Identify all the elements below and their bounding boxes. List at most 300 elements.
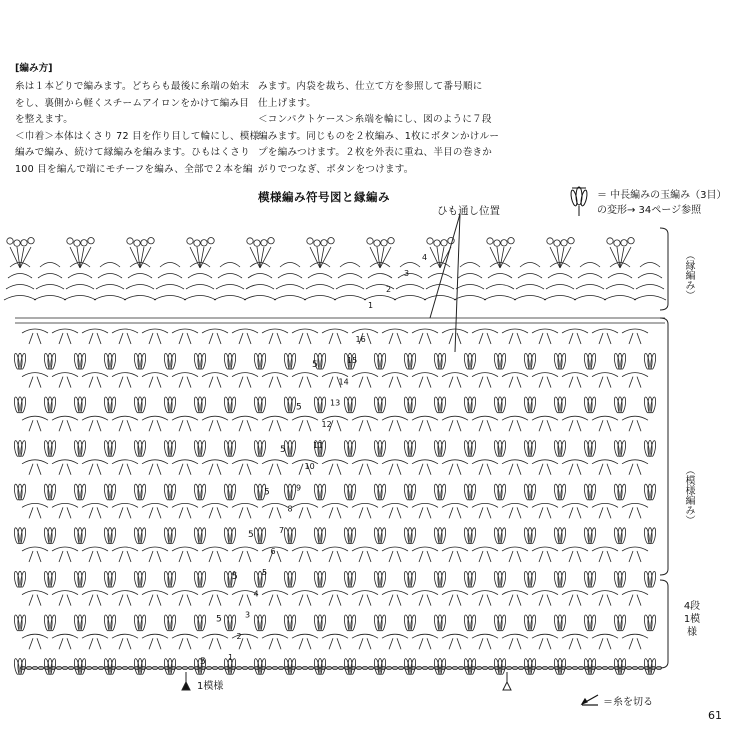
puff-stitch [403, 353, 416, 369]
stitch-post [337, 420, 341, 431]
puff-petal [133, 527, 140, 543]
chain-arc [158, 274, 182, 279]
chain-arc [112, 329, 138, 333]
repeat-rows-label: 4段1模様 [683, 601, 701, 638]
chain-arc [82, 416, 108, 420]
puff-petal [560, 571, 567, 587]
puff-stitch [223, 397, 236, 413]
row-number: 16 [355, 335, 366, 344]
puff-stitch [583, 397, 596, 413]
puff-stitch [73, 571, 86, 587]
chain-arc [82, 634, 108, 638]
chain-arc [638, 274, 662, 279]
puff-stitch [343, 571, 356, 587]
stitch-post [449, 638, 453, 649]
chain-arc [202, 416, 228, 420]
stitch-post [569, 507, 573, 518]
puff-stitch [73, 353, 86, 369]
chain-arc [112, 591, 138, 595]
chain-arc [454, 296, 486, 301]
chain-arc [82, 373, 108, 377]
one-repeat-label: 1模様 [197, 681, 224, 692]
puff-stitch [433, 397, 446, 413]
puff-stitch [163, 527, 176, 543]
puff-petal [103, 484, 110, 500]
picot [501, 240, 507, 246]
chain-arc [8, 274, 32, 279]
stitch-post [307, 377, 311, 388]
stitch-post [239, 420, 243, 431]
puff-petal [193, 571, 200, 587]
puff-petal [553, 484, 560, 500]
stitch-post [547, 507, 551, 518]
stitch-post [299, 420, 303, 431]
puff-petal [290, 353, 297, 369]
puff-stitch [103, 353, 116, 369]
chain-arc [64, 296, 96, 301]
picot [614, 240, 620, 246]
stitch-post [179, 507, 183, 518]
stitch-post [479, 638, 483, 649]
stitch-post [179, 333, 183, 344]
stitch-post [149, 464, 153, 475]
row-number: 2 [236, 631, 242, 641]
puff-petal [500, 527, 507, 543]
puff-petal [613, 397, 620, 413]
puff-petal [140, 484, 147, 500]
stitch-post [367, 420, 371, 431]
puff-stitch [643, 527, 656, 543]
puff-stitch [553, 527, 566, 543]
chain-arc [292, 416, 318, 420]
puff-petal [320, 615, 327, 631]
stitch-post [209, 595, 213, 606]
chain-arc [142, 634, 168, 638]
puff-petal [253, 615, 260, 631]
puff-stitch [523, 484, 536, 500]
puff-stitch [43, 397, 56, 413]
puff-petal [440, 397, 447, 413]
chain-count-label: 5 [200, 657, 206, 667]
stitch-post [149, 595, 153, 606]
stitch-post [427, 333, 431, 344]
cord-position-label: ひも通し位置 [437, 205, 500, 217]
picot [187, 238, 193, 244]
stitch-post [487, 333, 491, 344]
puff-petal [223, 571, 230, 587]
stitch-post [509, 507, 513, 518]
section-bracket [660, 580, 668, 668]
puff-stitch [493, 615, 506, 631]
puff-petal [403, 615, 410, 631]
puff-petal [253, 353, 260, 369]
stitch-post [209, 638, 213, 649]
puff-stitch [493, 440, 506, 456]
puff-stitch [223, 615, 236, 631]
puff-petal [410, 440, 417, 456]
stitch-post [599, 638, 603, 649]
stitch-post [599, 420, 603, 431]
stitch-post [187, 464, 191, 475]
stitch-post [127, 420, 131, 431]
puff-petal [463, 484, 470, 500]
instruction-line: みます。内袋を裁ち、仕立て方を参照して番号順に [258, 81, 483, 92]
chain-arc [38, 274, 62, 279]
stitch-post [127, 551, 131, 562]
chart-title: 模様編み符号図と縁編み [258, 190, 390, 204]
stitch-post [149, 638, 153, 649]
chain-arc [580, 263, 600, 268]
puff-stitch [583, 527, 596, 543]
puff-petal [403, 440, 410, 456]
puff-petal [20, 527, 27, 543]
puff-petal [200, 571, 207, 587]
puff-stitch [523, 440, 536, 456]
stitch-post [307, 551, 311, 562]
puff-stitch [553, 397, 566, 413]
puff-petal [403, 527, 410, 543]
instruction-line: をし、裏側から軽くスチームアイロンをかけて編み目 [15, 97, 249, 109]
puff-petal [103, 397, 110, 413]
stitch-post [517, 638, 521, 649]
puff-stitch [283, 615, 296, 631]
chain-arc [262, 416, 288, 420]
stitch-post [509, 377, 513, 388]
chain-arc [22, 416, 48, 420]
puff-petal [320, 527, 327, 543]
puff-petal [560, 353, 567, 369]
puff-stitch [253, 397, 266, 413]
chain-arc [364, 296, 396, 301]
stitch-post [397, 638, 401, 649]
stitch-post [517, 464, 521, 475]
puff-petal [373, 397, 380, 413]
puff-stitch [133, 571, 146, 587]
cord-pointer-line [455, 214, 460, 352]
puff-petal [133, 615, 140, 631]
puff-petal [470, 353, 477, 369]
stitch-post [89, 420, 93, 431]
stitch-post [119, 507, 123, 518]
puff-petal [500, 353, 507, 369]
puff-petal [350, 571, 357, 587]
puff-petal [590, 484, 597, 500]
chain-arc [232, 329, 258, 333]
stitch-post [397, 333, 401, 344]
puff-petal [260, 615, 267, 631]
stitch-post [89, 595, 93, 606]
chain-arc [352, 460, 378, 464]
picot [328, 238, 334, 244]
stitch-post [629, 507, 633, 518]
puff-stitch [73, 615, 86, 631]
chain-arc [172, 416, 198, 420]
chain-arc [636, 285, 664, 290]
chain-arc [94, 296, 126, 301]
stitch-post [389, 638, 393, 649]
puff-petal [643, 527, 650, 543]
puff-petal [230, 353, 237, 369]
puff-stitch [463, 615, 476, 631]
stitch-post [209, 551, 213, 562]
puff-petal [283, 484, 290, 500]
picot [194, 240, 200, 246]
puff-petal [13, 353, 20, 369]
instruction-line: ＜巾着＞本体はくさり 72 目を作り目して輪にし、模様 [15, 130, 260, 142]
stitch-post [217, 377, 221, 388]
puff-petal [643, 571, 650, 587]
puff-petal [43, 571, 50, 587]
chain-arc [218, 274, 242, 279]
puff-petal [463, 571, 470, 587]
chain-arc [82, 591, 108, 595]
chain-arc [412, 329, 438, 333]
puff-petal [200, 397, 207, 413]
stitch-post [217, 551, 221, 562]
chain-arc [202, 634, 228, 638]
chain-arc [472, 329, 498, 333]
puff-stitch [553, 440, 566, 456]
puff-stitch [283, 397, 296, 413]
puff-petal [193, 440, 200, 456]
legend-puff-stitch-text: ＝ 中長編みの玉編み（3目） [597, 190, 727, 201]
puff-petal [583, 353, 590, 369]
chain-arc [412, 547, 438, 551]
chain-count-label: 5 [296, 402, 302, 413]
chain-arc [562, 503, 588, 507]
puff-petal [253, 484, 260, 500]
chain-arc [274, 296, 306, 301]
chain-arc [520, 263, 540, 268]
stitch-post [59, 551, 63, 562]
puff-stitch [313, 571, 326, 587]
chain-arc [592, 547, 618, 551]
puff-stitch [43, 484, 56, 500]
stitch-post [37, 333, 41, 344]
chain-arc [352, 329, 378, 333]
stitch-post [97, 551, 101, 562]
puff-petal [380, 397, 387, 413]
chain-arc [400, 263, 420, 268]
chain-arc [412, 503, 438, 507]
chain-arc [22, 547, 48, 551]
puff-stitch [43, 615, 56, 631]
puff-petal [13, 658, 20, 674]
puff-petal [320, 484, 327, 500]
chain-count-label: 5 [312, 360, 318, 371]
chain-arc [322, 460, 348, 464]
stitch-post [547, 420, 551, 431]
puff-stitch [13, 397, 26, 413]
puff-petal [463, 353, 470, 369]
stitch-post [337, 333, 341, 344]
chain-arc [112, 373, 138, 377]
stitch-post [449, 551, 453, 562]
puff-stitch [193, 527, 206, 543]
puff-petal [500, 571, 507, 587]
puff-petal [200, 615, 207, 631]
picot [494, 240, 500, 246]
stitch-post [539, 507, 543, 518]
instruction-line: 糸は１本どりで編みます。どちらも最後に糸端の始末 [15, 81, 250, 92]
chain-arc [40, 263, 60, 268]
puff-stitch [463, 440, 476, 456]
puff-petal [223, 615, 230, 631]
chain-arc [262, 329, 288, 333]
puff-petal [223, 397, 230, 413]
stitch-post [29, 551, 33, 562]
puff-stitch [103, 484, 116, 500]
stitch-post [637, 333, 641, 344]
puff-petal [110, 484, 117, 500]
puff-petal [133, 353, 140, 369]
stitch-post [37, 595, 41, 606]
instruction-line: ＜コンパクトケース＞糸端を輪にし、図のように７段 [258, 114, 492, 126]
stitch-post [187, 595, 191, 606]
stitch-post [239, 595, 243, 606]
chain-arc [292, 547, 318, 551]
picot [21, 240, 27, 246]
puff-stitch [133, 440, 146, 456]
picot [67, 238, 73, 244]
stitch-post [59, 638, 63, 649]
puff-petal [560, 397, 567, 413]
puff-petal [200, 440, 207, 456]
stitch-post [329, 377, 333, 388]
stitch-post [67, 377, 71, 388]
puff-petal [290, 527, 297, 543]
puff-petal [590, 571, 597, 587]
chain-count-label: 5 [232, 572, 238, 583]
chain-arc [22, 634, 48, 638]
picot [7, 238, 13, 244]
picot [381, 240, 387, 246]
puff-petal [163, 484, 170, 500]
stitch-post [637, 638, 641, 649]
puff-petal [643, 353, 650, 369]
puff-petal [613, 440, 620, 456]
chain-arc [52, 547, 78, 551]
stitch-post [59, 507, 63, 518]
puff-petal [560, 440, 567, 456]
stitch-post [637, 507, 641, 518]
stitch-post [29, 507, 33, 518]
stitch-post [29, 377, 33, 388]
picot [261, 240, 267, 246]
chain-arc [202, 547, 228, 551]
puff-petal [50, 397, 57, 413]
stitch-post [97, 507, 101, 518]
stitch-post [337, 551, 341, 562]
chain-arc [544, 296, 576, 301]
stitch-post [307, 638, 311, 649]
puff-petal [500, 484, 507, 500]
chain-arc [262, 591, 288, 595]
chain-arc [622, 503, 648, 507]
stitch-post [457, 464, 461, 475]
puff-petal [140, 353, 147, 369]
puff-petal [493, 440, 500, 456]
stitch-post [209, 420, 213, 431]
chain-arc [532, 634, 558, 638]
chain-arc [622, 373, 648, 377]
stitch-post [419, 333, 423, 344]
puff-petal [133, 571, 140, 587]
picot [81, 240, 87, 246]
stitch-post [247, 595, 251, 606]
puff-petal [110, 397, 117, 413]
chain-arc [488, 274, 512, 279]
row-number: 4 [253, 589, 259, 599]
chain-arc [548, 274, 572, 279]
puff-petal [523, 484, 530, 500]
stitch-post [509, 638, 513, 649]
chain-arc [96, 285, 124, 290]
puff-petal [493, 397, 500, 413]
stitch-post [599, 507, 603, 518]
start-triangle-filled [182, 682, 190, 690]
puff-petal [313, 571, 320, 587]
puff-petal [440, 615, 447, 631]
puff-petal [313, 397, 320, 413]
puff-petal [290, 571, 297, 587]
puff-petal [50, 615, 57, 631]
puff-stitch [643, 440, 656, 456]
section-brackets [660, 228, 668, 668]
puff-stitch [583, 484, 596, 500]
chain-arc [36, 285, 64, 290]
stitch-post [299, 464, 303, 475]
puff-petal [493, 353, 500, 369]
puff-petal [343, 527, 350, 543]
start-triangle-open [503, 682, 511, 690]
puff-stitch [553, 571, 566, 587]
puff-stitch [13, 440, 26, 456]
chain-arc [292, 591, 318, 595]
chain-arc [142, 460, 168, 464]
instruction-line: を整えます。 [15, 114, 73, 126]
stitch-post [29, 420, 33, 431]
chain-arc [262, 460, 288, 464]
chain-arc [278, 274, 302, 279]
chain-arc [172, 503, 198, 507]
stitch-post [517, 551, 521, 562]
instruction-line: 編みで編み、続けて縁編みを編みます。ひもはくさり [15, 147, 250, 159]
puff-stitch [583, 440, 596, 456]
puff-petal [283, 353, 290, 369]
stitch-post [427, 507, 431, 518]
chain-arc [202, 329, 228, 333]
stitch-post [397, 551, 401, 562]
stitch-post [577, 638, 581, 649]
puff-stitch [463, 571, 476, 587]
stitch-post [577, 595, 581, 606]
stitch-post [577, 420, 581, 431]
stitch-post [247, 377, 251, 388]
puff-stitch [133, 397, 146, 413]
puff-petal [410, 484, 417, 500]
stitch-post [299, 377, 303, 388]
puff-stitch [343, 484, 356, 500]
stitch-post [539, 377, 543, 388]
chain-arc [622, 634, 648, 638]
stitch-post [487, 420, 491, 431]
puff-stitch [493, 484, 506, 500]
stitch-post [329, 638, 333, 649]
stitch-post [299, 595, 303, 606]
chain-arc [142, 329, 168, 333]
chain-arc [186, 285, 214, 290]
